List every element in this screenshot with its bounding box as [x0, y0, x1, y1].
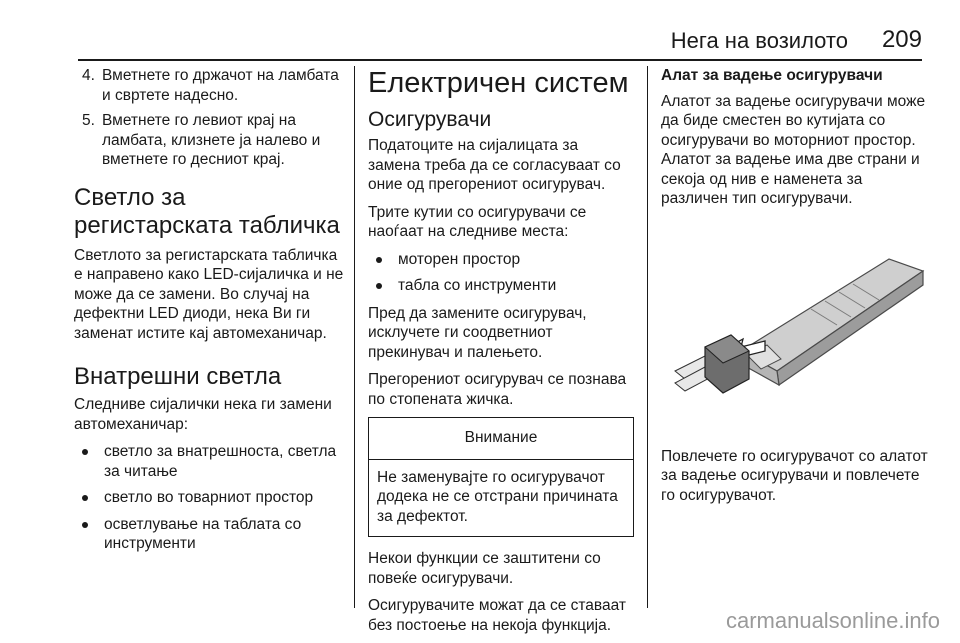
watermark: carmanualsonline.info: [725, 608, 940, 633]
fuse-puller-figure: [661, 251, 929, 431]
interior-lights-intro: Следниве сијалички нека ги замени автомеханичар:: [74, 396, 332, 433]
interior-lights-list: [74, 442, 346, 554]
step-text: Вметнете го држачот на ламбата и свртете надесно.: [102, 67, 339, 104]
list-item: светло во товарниот простор: [74, 488, 346, 508]
column-left: [74, 66, 346, 562]
plate-light-heading: Светло за регистарската табличка: [74, 183, 340, 239]
fuse-puller-text: Алатот за вадење осигурувачи може да биде сместен во кутијата со осигурувачи во моторниот простор. Алатот за вадење има две страни и секоја од нив е наменета за различен тип осигурувачи.: [661, 92, 926, 207]
list-item: табла со инструменти: [368, 276, 634, 296]
list-item: моторен простор: [368, 250, 634, 270]
bullet-icon: [376, 283, 382, 289]
header-title: Нега на возилото: [670, 28, 848, 53]
section-title: Електричен систем: [368, 67, 629, 99]
bullet-icon: [82, 449, 88, 455]
bullet-icon: [82, 495, 88, 501]
fuses-paragraph-2: Трите кутии со осигурувачи се наоѓаат на следниве места:: [368, 203, 587, 240]
step-item: [74, 111, 346, 170]
step-number: 5.: [82, 112, 95, 129]
fuses-paragraph-3: Пред да замените осигурувач, исклучете ги соодветниот прекинувач и палењето.: [368, 304, 587, 361]
header-rule: [78, 59, 922, 61]
fuses-paragraph-6: Осигурувачите можат да се ставаат без постоење на некоја функција.: [368, 597, 626, 634]
fuse-box-locations: [368, 250, 634, 296]
figure-caption: Повлечете го осигурувачот со алатот за вадење осигурувачи и повлечете го осигурувачот.: [661, 447, 928, 504]
step-text: Вметнете го левиот крај на ламбата, клизнете ја налево и вметнете го десниот крај.: [102, 112, 321, 168]
fuse-puller-heading: Алат за вадење осигурувачи: [661, 67, 883, 84]
warning-box: [368, 417, 634, 537]
list-item: осветлување на таблата со инструменти: [74, 515, 346, 554]
bullet-icon: [82, 522, 88, 528]
interior-lights-heading: Внатрешни светла: [74, 363, 282, 390]
fuse-puller-illustration-icon: [661, 251, 929, 431]
fuses-paragraph-4: Прегорениот осигурувач се познава по стопената жичка.: [368, 371, 627, 408]
column-right: [661, 66, 929, 513]
page-number: 209: [881, 26, 922, 53]
list-item: светло за внатрешноста, светла за читање: [74, 442, 346, 481]
fuses-paragraph-5: Некои функции се заштитени со повеќе осигурувачи.: [368, 550, 601, 587]
plate-light-text: Светлото за регистарската табличка е направено како LED-сијаличка и не може да се замени. Во случај на дефектни LED диоди, нека Ви ги заменат истите кај автомеханичар.: [74, 246, 344, 342]
fuses-heading: Осигурувачи: [368, 108, 492, 131]
page-header: [0, 0, 960, 58]
column-divider-1: [354, 66, 355, 608]
warning-title: Внимание: [369, 418, 633, 460]
column-middle: [368, 66, 634, 643]
column-divider-2: [647, 66, 648, 608]
fuses-paragraph-1: Податоците на сијалицата за замена треба да се согласуваат со оние од прегорениот осигурувач.: [368, 137, 621, 193]
warning-text: Не заменувајте го осигурувачот додека не се отстрани причината за дефектот.: [377, 468, 618, 525]
bullet-icon: [376, 257, 382, 263]
step-number: 4.: [82, 67, 95, 84]
step-item: [74, 66, 346, 105]
steps-list: [74, 66, 346, 170]
